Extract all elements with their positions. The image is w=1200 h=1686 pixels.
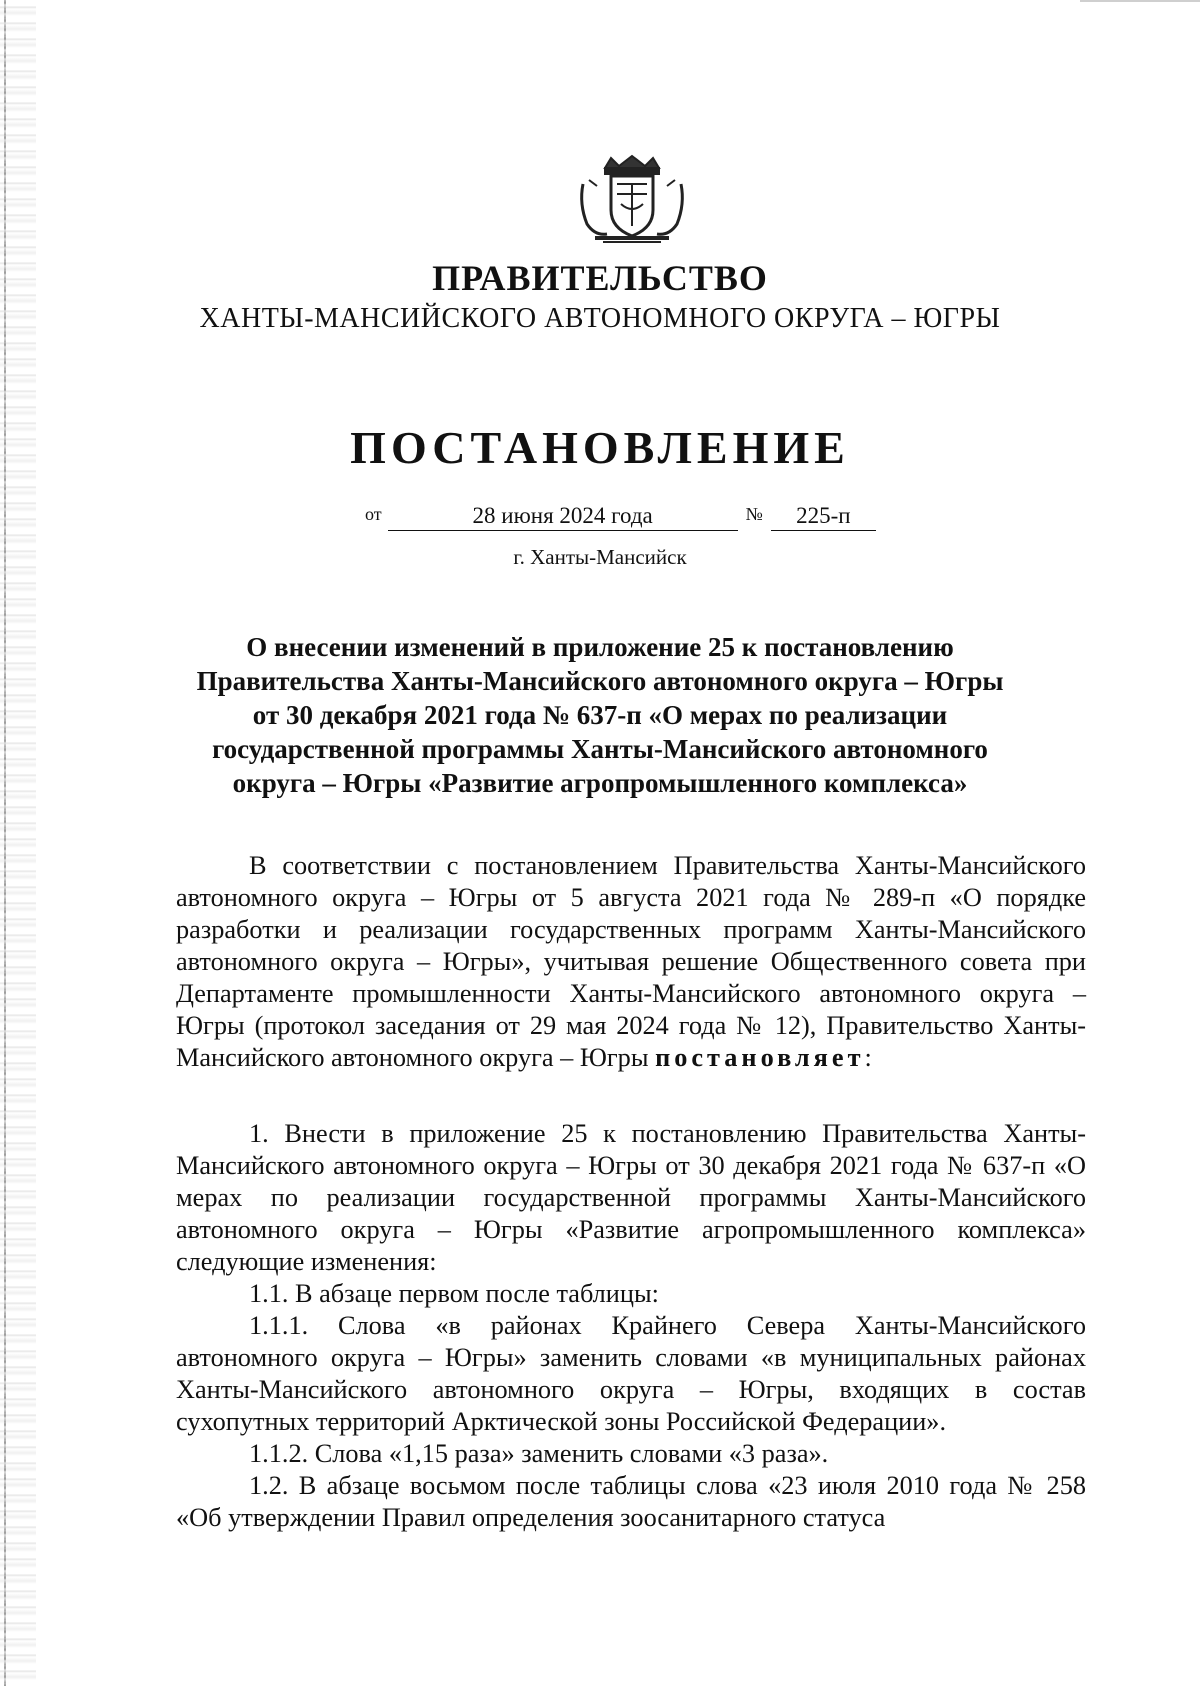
- number-label: №: [745, 504, 763, 524]
- document-date: 28 июня 2024 года: [388, 502, 738, 531]
- date-label: от: [365, 504, 382, 524]
- document-type: ПОСТАНОВЛЕНИЕ: [350, 422, 850, 473]
- item-1-2: 1.2. В абзаце восьмом после таблицы слова «23 июля 2010 года № 258 «Об утверждении Правил определения зоосанитарного статуса: [176, 1471, 1086, 1532]
- title-line: округа – Югры «Развитие агропромышленного комплекса»: [232, 768, 968, 798]
- date-number-line: [365, 500, 876, 531]
- document-title: [175, 630, 1025, 800]
- item-1-1-2: 1.1.2. Слова «1,15 раза» заменить словами «3 раза».: [249, 1439, 829, 1468]
- org-name-line-2: ХАНТЫ-МАНСИЙСКОГО АВТОНОМНОГО ОКРУГА – ЮГРЫ: [199, 303, 1001, 334]
- decides-punct: :: [864, 1043, 872, 1072]
- item-1-1: 1.1. В абзаце первом после таблицы:: [249, 1279, 659, 1308]
- title-line: государственной программы Ханты-Мансийского автономного: [212, 734, 988, 764]
- preamble-paragraph: [176, 850, 1086, 1074]
- preamble-text: В соответствии с постановлением Правительства Ханты-Мансийского автономного округа – Югры от 5 августа 2021 года № 289-п «О порядке разработки и реализации государственных программ Ханты-Мансийского автономного округа – Югры», учитывая решение Общественного совета при Департаменте промышленности Ханты-Мансийского автономного округа – Югры (протокол заседания от 29 мая 2024 года № 12), Правительство Ханты-Мансийского автономного округа – Югры: [176, 851, 1086, 1072]
- title-line: от 30 декабря 2021 года № 637-п «О мерах по реализации: [252, 700, 948, 730]
- coat-of-arms-emblem: [575, 154, 689, 246]
- document-number: 225-п: [771, 502, 876, 531]
- decides-word: постановляет: [655, 1043, 865, 1072]
- item-1: 1. Внести в приложение 25 к постановлению Правительства Ханты-Мансийского автономного округа – Югры от 30 декабря 2021 года № 637-п «О мерах по реализации государственной программы Ханты-Мансийского автономного округа – Югры «Развитие агропромышленного комплекса» следующие изменения:: [176, 1119, 1086, 1276]
- city: г. Ханты-Мансийск: [513, 545, 687, 569]
- org-name-line-1: ПРАВИТЕЛЬСТВО: [432, 258, 768, 298]
- item-1-1-1: 1.1.1. Слова «в районах Крайнего Севера Ханты-Мансийского автономного округа – Югры» заменить словами «в муниципальных районах Ханты-Мансийского автономного округа – Югры, входящих в состав сухопутных территорий Арктической зоны Российской Федерации».: [176, 1311, 1086, 1436]
- title-line: О внесении изменений в приложение 25 к постановлению: [246, 632, 954, 662]
- document-body: [176, 850, 1086, 1534]
- title-line: Правительства Ханты-Мансийского автономного округа – Югры: [196, 666, 1004, 696]
